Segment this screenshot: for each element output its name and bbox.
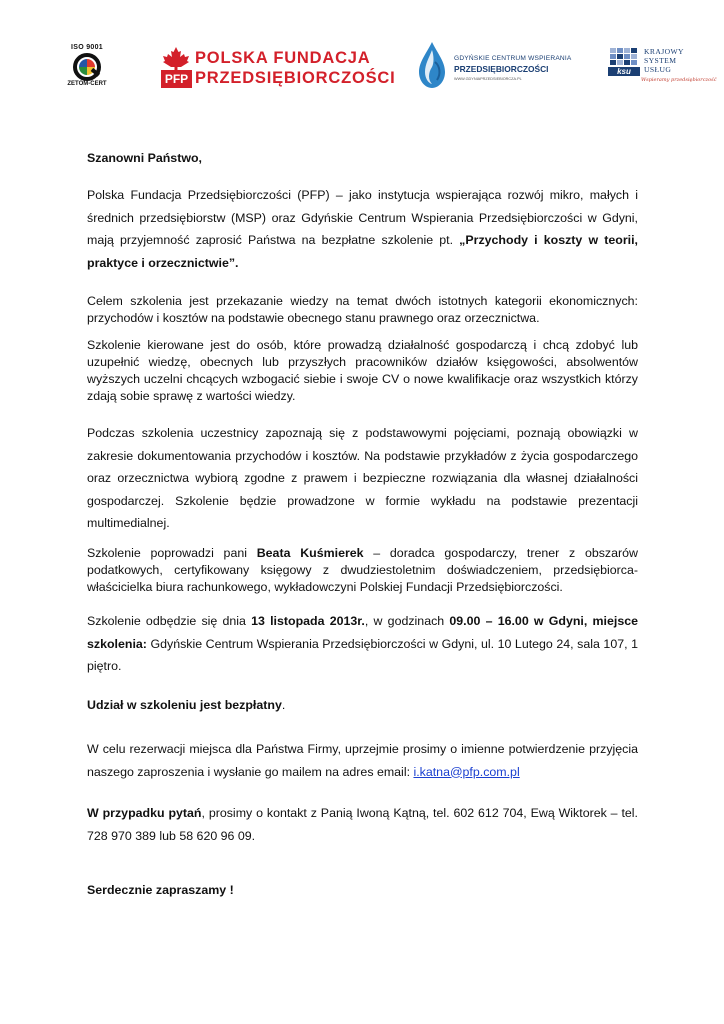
gcwp-name-line2: PRZEDSIĘBIORCZOŚCI <box>454 64 549 74</box>
trainer-intro: Szkolenie poprowadzi pani <box>87 546 257 560</box>
ksu-name-line3: USŁUG <box>644 65 672 74</box>
free-notice: Udział w szkoleniu jest bezpłatny <box>87 698 282 712</box>
training-hours: 09.00 – 16.00 w Gdyni, miejsce szkolenia: <box>87 614 638 651</box>
trainer-paragraph <box>87 545 638 596</box>
schedule-text-1: Szkolenie odbędzie się dnia <box>87 614 252 628</box>
free-notice-dot: . <box>281 698 286 712</box>
training-location: Gdyńskie Centrum Wspierania Przedsiębiorczości w Gdyni, ul. 10 Lutego 24, sala 107, 1 piętro. <box>87 636 638 673</box>
closing-block <box>87 879 638 902</box>
free-paragraph <box>87 694 638 717</box>
program-paragraph <box>87 422 638 535</box>
iso-9001-logo <box>62 44 112 96</box>
trainer-bio: – doradca gospodarczy, trener z obszarów podatkowych, certyfikowany księgowy z dwudziestoletnim doświadczeniem, przedsiębiorca-właścicielka biura rachunkowego, wykładowczyni Polskiej Fundacji Przedsiębiorczości. <box>87 546 638 594</box>
contact-email-link[interactable]: i.katna@pfp.com.pl <box>413 764 520 779</box>
gcwp-name-line1: GDYŃSKIE CENTRUM WSPIERANIA <box>454 55 572 62</box>
schedule-paragraph <box>87 610 638 678</box>
questions-label: W przypadku pytań <box>87 806 202 820</box>
audience-paragraph <box>87 337 638 405</box>
certification-mark-icon <box>73 53 101 81</box>
schedule-text-2: , w godzinach <box>364 614 450 628</box>
reservation-text: W celu rezerwacji miejsca dla Państwa Firmy, uprzejmie prosimy o imienne potwierdzenie przyjęcia naszego zaproszenia i wysłanie go mailem na adres email: <box>87 742 638 779</box>
pfp-badge: PFP <box>161 70 192 88</box>
reservation-paragraph <box>87 738 638 783</box>
ksu-logo <box>608 46 717 92</box>
maple-leaf-icon <box>160 46 194 70</box>
greeting-block <box>87 147 638 170</box>
contact-text: , prosimy o kontakt z Panią Iwoną Kątną, tel. 602 612 704, Ewą Wiktorek – tel. 728 970 389 lub 58 620 96 09. <box>87 806 638 843</box>
trainer-name: Beata Kuśmierek <box>256 546 364 560</box>
closing: Serdecznie zapraszamy ! <box>87 883 234 897</box>
ksu-badge: ksu <box>608 67 640 76</box>
training-title: „Przychody i koszty w teorii, praktyce i orzecznictwie”. <box>87 233 638 270</box>
ksu-grid-icon <box>608 46 640 68</box>
ksu-name-line2: SYSTEM <box>644 56 677 65</box>
training-date: 13 listopada 2013r. <box>251 614 365 628</box>
intro-paragraph <box>87 184 638 274</box>
goal-text: Celem szkolenia jest przekazanie wiedzy na temat dwóch istotnych kategorii ekonomicznych: przychodów i kosztów na podstawie obecnego stanu prawnego oraz orzecznictwa. <box>87 294 638 325</box>
goal-paragraph <box>87 293 638 327</box>
zetom-label: ZETOM-CERT <box>67 81 107 87</box>
intro-text: Polska Fundacja Przedsiębiorczości (PFP) – jako instytucja wspierająca rozwój mikro, małych i średnich przedsiębiorstw (MSP) oraz Gdyńskie Centrum Wspierania Przedsiębiorczości w Gdyni, mają przyjemność zaprosić Państwa na bezpłatne szkolenie pt. <box>87 188 638 247</box>
pfp-name-line1: POLSKA FUNDACJA <box>195 49 371 67</box>
program-text: Podczas szkolenia uczestnicy zapoznają się z podstawowymi pojęciami, poznają obowiązki w zakresie dokumentowania przychodów i kosztów. Na podstawie przykładów z życia gospodarczego oraz orzecznictwa wybiorą zgodne z prawem i bezpieczne rozwiązania dla własnej działalności gospodarczej. Szkolenie będzie prowadzone w formie wykładu na podstawie prezentacji multimedialnej. <box>87 426 638 530</box>
gcwp-logo <box>414 40 584 90</box>
gcwp-website: WWW.GDYNIAPRZEDSIEBIORCZA.PL <box>454 77 522 81</box>
iso-label: ISO 9001 <box>71 44 103 51</box>
greeting: Szanowni Państwo, <box>87 151 202 165</box>
pfp-name-line2: PRZEDSIĘBIORCZOŚCI <box>195 69 396 87</box>
drop-emblem-icon <box>414 40 450 90</box>
ksu-tagline: Wspieramy przedsiębiorczość <box>641 77 717 83</box>
contact-paragraph <box>87 802 638 847</box>
pfp-logo <box>160 46 396 92</box>
ksu-name-line1: KRAJOWY <box>644 47 684 56</box>
audience-text: Szkolenie kierowane jest do osób, które prowadzą działalność gospodarczą i chcą zdobyć lub uzupełnić wiedzę, obecnych lub przyszłych pracowników działów księgowości, absolwentów wyższych uczelni chcących wzbogacić siebie i swoje CV o nowe kwalifikacje oraz wszystkich którzy zdają sobie sprawę z wartości wiedzy. <box>87 338 638 403</box>
